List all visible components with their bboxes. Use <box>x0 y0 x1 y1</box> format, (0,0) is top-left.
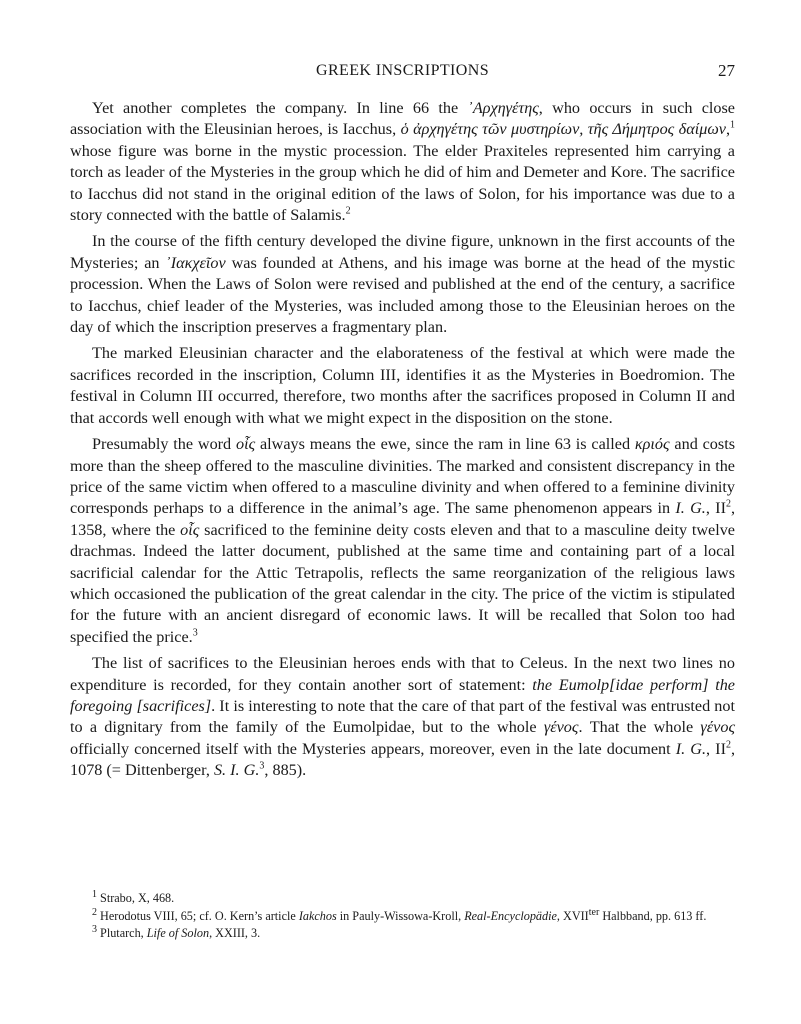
footnote-italic: Life of Solon <box>146 926 210 940</box>
footnote-3 <box>70 925 735 943</box>
greek-term: οἶς <box>235 435 256 454</box>
text-run: , 885). <box>264 761 307 780</box>
body-text <box>70 98 735 787</box>
greek-term: κριός <box>634 435 670 454</box>
page-number: 27 <box>718 61 735 80</box>
text-run: officially concerned itself with the Mysteries appears, moreover, even in the late document <box>70 739 676 758</box>
footnote-2 <box>70 908 735 926</box>
text-run: Yet another completes the company. In line 66 the <box>92 99 468 117</box>
text-run: and costs more than the sheep offered to the masculine divinities. The marked and consistent discrepancy in the price of the same victim when offered to a masculine divinity and when offered to a feminine divinity corresponds perhaps to a difference in the animal’s age. The same phenomenon appears in <box>70 435 735 518</box>
text-run: In the course of the fifth century developed the divine figure, unknown in the first accounts of the Mysteries; an <box>70 232 735 272</box>
footnote-number: 3 <box>92 923 97 935</box>
text-run: , who occurs in such close association with the Eleusinian heroes, is Iacchus, <box>70 99 735 139</box>
text-run: Presumably the word <box>92 435 236 454</box>
citation-abbrev: I. G. <box>675 499 706 518</box>
text-run: , II <box>705 499 726 518</box>
paragraph-2 <box>70 231 735 338</box>
text-run: , II <box>706 739 726 758</box>
greek-term: γένος <box>543 718 579 737</box>
text-run: whose figure was borne in the mystic procession. The elder Praxiteles represented him carrying a torch as leader of the Mysteries in the group which he did of him and Demeter and Kore. The sacrifice to Iacchus did not stand in the original edition of the laws of Solon, for his importance was due to a story connected with the battle of Salamis. <box>70 141 735 225</box>
footnote-text: Herodotus VIII, 65; cf. O. Kern’s article <box>97 908 299 923</box>
greek-term: γένος <box>700 718 736 737</box>
translation-italic: the Eumolp[idae perform] the foregoing [sacrifices] <box>70 675 735 715</box>
edition-superscript: 3 <box>259 760 265 772</box>
footnote-text: , XXIII, 3. <box>209 926 261 940</box>
text-run: , 1078 (= Dittenberger, <box>70 739 736 780</box>
text-run: . It is interesting to note that the care of that part of the festival was entrusted not to a dignitary from the family of the Eumolpidae, but to the whole <box>70 696 735 737</box>
greek-term: ᾿Αρχηγέτης <box>467 99 539 117</box>
footnote-1 <box>70 890 735 908</box>
footnotes <box>70 890 735 943</box>
greek-phrase: ὁ ἀρχηγέτης τῶν μυστηρίων, τῆς Δήμητρος δαίμων <box>400 120 726 139</box>
footnote-superscript: ter <box>588 906 600 918</box>
footnote-text: Strabo, X, 468. <box>97 891 175 905</box>
text-run: sacrificed to the feminine deity costs eleven and that to a masculine deity twelve drachmas. Indeed the latter document, published at the same time and containing part of a local sacrificial calendar for the Attic Tetrapolis, reflects the same reorganization of the religious laws which occasioned the publication of the great calendar in the city. The price of the victim is stipulated for the future with an ancient disregard of economic laws. It will be recalled that Solon too had specified the price. <box>70 520 735 646</box>
footnote-text: , XVII <box>556 908 589 923</box>
footnote-italic: Iakchos <box>298 908 337 923</box>
text-run: , <box>725 120 730 139</box>
edition-superscript: 2 <box>725 739 731 751</box>
paragraph-1 <box>70 98 735 226</box>
citation-abbrev: S. I. G. <box>213 761 260 780</box>
footnote-italic: Real-Encyclopädie <box>464 908 557 923</box>
paragraph-4 <box>70 434 735 648</box>
footnote-ref: 2 <box>345 205 351 217</box>
text-run: . That the whole <box>578 718 701 737</box>
footnote-number: 2 <box>92 906 97 918</box>
citation-abbrev: I. G. <box>675 739 707 758</box>
text-run: The list of sacrifices to the Eleusinian heroes ends with that to Celeus. In the next two lines no expenditure is recorded, for they contain another sort of statement: <box>70 654 735 694</box>
footnote-text: in Pauly-Wissowa-Kroll, <box>336 908 465 923</box>
greek-term: ᾿Ιακχεῖον <box>165 253 226 272</box>
footnote-number: 1 <box>92 888 97 900</box>
edition-superscript: 2 <box>725 498 731 510</box>
footnote-text: Plutarch, <box>97 926 147 940</box>
running-title: GREEK INSCRIPTIONS <box>316 62 489 79</box>
footnote-ref: 3 <box>192 627 198 639</box>
page-header <box>70 60 735 84</box>
text-run: was founded at Athens, and his image was borne at the head of the mystic procession. When the Laws of Solon were revised and published at the end of the century, a sacrifice to Iacchus, chief leader of the Mysteries, was included among those to the Eleusinian heroes on the day of which the inscription preserves a fragmentary plan. <box>70 253 735 337</box>
footnote-ref: 1 <box>730 120 735 132</box>
text-run: always means the ewe, since the ram in line 63 is called <box>255 435 635 454</box>
paragraph-3: The marked Eleusinian character and the elaborateness of the festival at which were made the sacrifices recorded in the inscription, Column III, identifies it as the Mysteries in Boedromion. The festival in Column III occurred, therefore, two months after the sacrifices proposed in Column II and that accords well enough with what we might expect in the disposition on the stone. <box>70 344 735 427</box>
greek-term: οἶς <box>180 520 200 539</box>
text-run: , 1358, where the <box>70 499 736 539</box>
paragraph-5 <box>70 653 735 781</box>
footnote-text: Halbband, pp. 613 ff. <box>599 908 707 923</box>
